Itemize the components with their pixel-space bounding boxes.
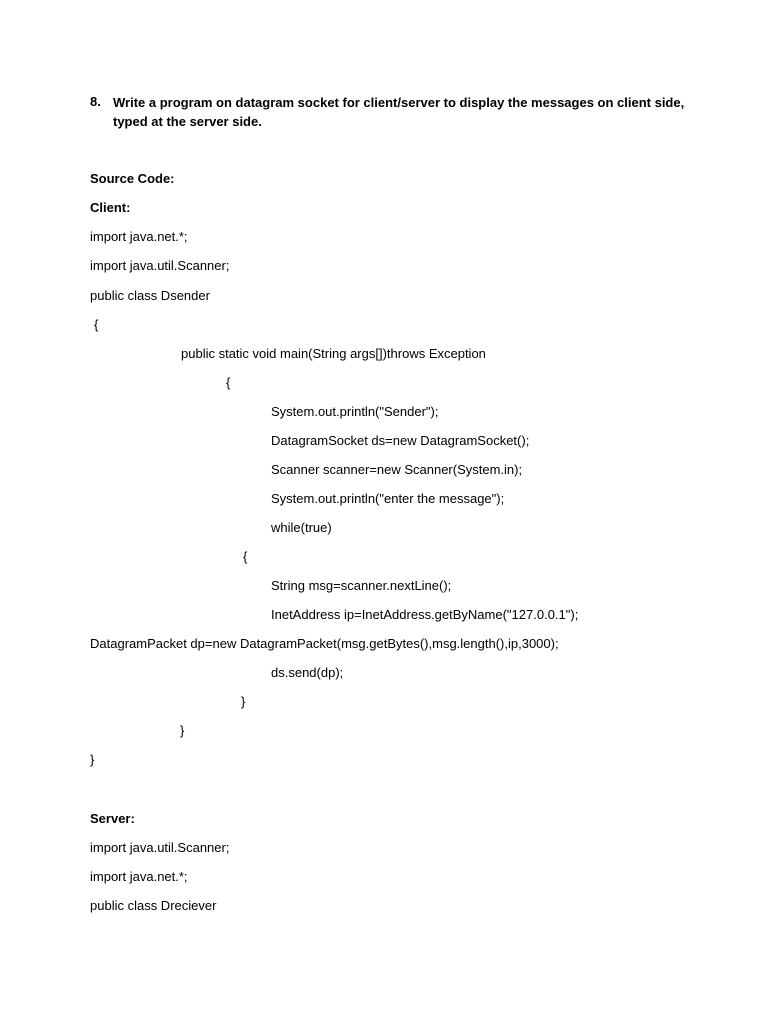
- client-code-line: import java.util.Scanner;: [90, 258, 230, 273]
- client-code-line: }: [180, 723, 185, 738]
- client-code-line: {: [226, 375, 231, 390]
- client-heading: Client:: [90, 200, 131, 215]
- client-code-line: public class Dsender: [90, 288, 210, 303]
- question-number: 8.: [90, 94, 101, 109]
- client-code-line: public static void main(String args[])throws Exception: [181, 346, 486, 361]
- client-code-line: InetAddress ip=InetAddress.getByName("127.0.0.1");: [271, 607, 579, 622]
- client-code-line: System.out.println("Sender");: [271, 404, 439, 419]
- client-code-line: System.out.println("enter the message");: [271, 491, 505, 506]
- client-code-line: while(true): [271, 520, 332, 535]
- client-code-line: {: [94, 317, 99, 332]
- client-code-line: import java.net.*;: [90, 229, 188, 244]
- client-code-line: }: [90, 752, 95, 767]
- question-text: Write a program on datagram socket for client/server to display the messages on client side, typed at the server side.: [113, 95, 685, 129]
- client-code-line: }: [241, 694, 246, 709]
- server-code-line: import java.util.Scanner;: [90, 840, 230, 855]
- server-code-line: public class Dreciever: [90, 898, 217, 913]
- source-code-heading: Source Code:: [90, 171, 175, 186]
- server-heading: Server:: [90, 811, 135, 826]
- client-code-line: String msg=scanner.nextLine();: [271, 578, 452, 593]
- client-code-line: DatagramPacket dp=new DatagramPacket(msg.getBytes(),msg.length(),ip,3000);: [90, 636, 559, 651]
- client-code-line: DatagramSocket ds=new DatagramSocket();: [271, 433, 530, 448]
- client-code-line: ds.send(dp);: [271, 665, 344, 680]
- client-code-line: {: [243, 549, 248, 564]
- client-code-line: Scanner scanner=new Scanner(System.in);: [271, 462, 523, 477]
- server-code-line: import java.net.*;: [90, 869, 188, 884]
